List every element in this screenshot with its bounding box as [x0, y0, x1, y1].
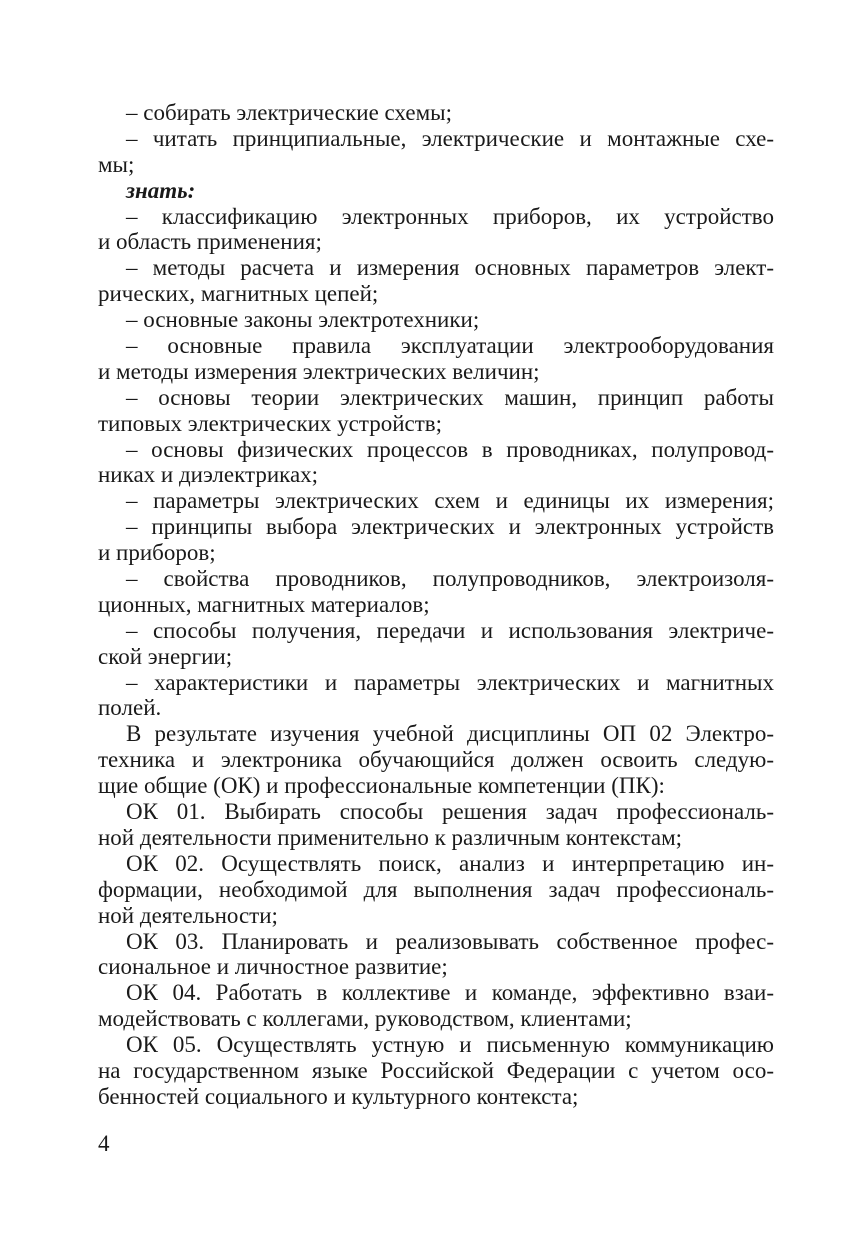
paragraph — [98, 514, 774, 566]
section-heading — [98, 178, 774, 204]
text-line: – читать принципиальные, электрические и монтажные схе- — [126, 125, 774, 151]
text-line: полей. — [98, 695, 162, 721]
text-line: – методы расчета и измерения основных параметров элект- — [126, 255, 774, 281]
paragraph — [98, 670, 774, 722]
text-line: ОК 02. Осуществлять поиск, анализ и интерпретацию ин- — [126, 850, 774, 876]
text-line: сиональное и личностное развитие; — [98, 954, 448, 980]
text-line: – способы получения, передачи и использования электриче- — [126, 617, 774, 643]
paragraph — [98, 126, 774, 178]
paragraph — [98, 204, 774, 256]
paragraph — [98, 1032, 774, 1110]
paragraph — [98, 100, 774, 126]
paragraph — [98, 333, 774, 385]
text-line: – характеристики и параметры электрических и магнитных — [126, 669, 774, 695]
paragraph — [98, 799, 774, 851]
text-line: ционных, магнитных материалов; — [98, 591, 430, 617]
text-line: – классификацию электронных приборов, их устройство — [126, 203, 774, 229]
paragraph — [98, 980, 774, 1032]
text-line: – основы физических процессов в проводниках, полупровод- — [126, 436, 774, 462]
text-line: и область применения; — [98, 229, 322, 255]
text-line: модействовать с коллегами, руководством, клиентами; — [98, 1006, 632, 1032]
text-line: техника и электроника обучающийся должен освоить следую- — [98, 747, 774, 773]
text-line: бенностей социального и культурного контекста; — [98, 1083, 579, 1109]
page-number: 4 — [98, 1131, 110, 1156]
paragraph — [98, 929, 774, 981]
text-line: – собирать электрические схемы; — [126, 100, 452, 125]
paragraph — [98, 721, 774, 799]
text-line: ОК 04. Работать в коллективе и команде, эффективно взаи- — [126, 980, 774, 1006]
text-line: ной деятельности применительно к различным контекстам; — [98, 824, 683, 850]
paragraph — [98, 385, 774, 437]
text-line: ОК 01. Выбирать способы решения задач профессиональ- — [126, 799, 774, 825]
text-line: щие общие (ОК) и профессиональные компетенции (ПК): — [98, 773, 665, 799]
text-line: мы; — [98, 151, 135, 177]
text-line: – параметры электрических схем и единицы их измерения; — [126, 488, 774, 514]
paragraph — [98, 618, 774, 670]
paragraph — [98, 566, 774, 618]
text-line: никах и диэлектриках; — [98, 462, 319, 488]
text-line: ной деятельности; — [98, 902, 278, 928]
text-line: на государственном языке Российской Федерации с учетом осо- — [98, 1057, 774, 1083]
text-line: и приборов; — [98, 540, 216, 566]
paragraph — [98, 488, 774, 514]
text-line: – основы теории электрических машин, принцип работы — [126, 384, 774, 410]
text-line: формации, необходимой для выполнения задач профессиональ- — [98, 876, 774, 902]
paragraph — [98, 255, 774, 307]
text-line: ОК 05. Осуществлять устную и письменную коммуникацию — [126, 1032, 774, 1058]
text-line: – основные законы электротехники; — [126, 307, 480, 333]
text-line: – основные правила эксплуатации электрооборудования — [126, 333, 774, 359]
text-line: и методы измерения электрических величин; — [98, 358, 540, 384]
text-line: – свойства проводников, полупроводников, электроизоля- — [126, 566, 774, 592]
text-line: ской энергии; — [98, 643, 233, 669]
paragraph — [98, 851, 774, 929]
page-body — [98, 100, 774, 1110]
paragraph — [98, 307, 774, 333]
text-line: рических, магнитных цепей; — [98, 281, 379, 307]
text-line: – принципы выбора электрических и электронных устройств — [126, 514, 774, 540]
text-line: знать: — [126, 177, 196, 203]
paragraph — [98, 437, 774, 489]
text-line: типовых электрических устройств; — [98, 410, 443, 436]
text-line: В результате изучения учебной дисциплины ОП 02 Электро- — [126, 721, 774, 747]
text-line: ОК 03. Планировать и реализовывать собственное профес- — [126, 928, 774, 954]
